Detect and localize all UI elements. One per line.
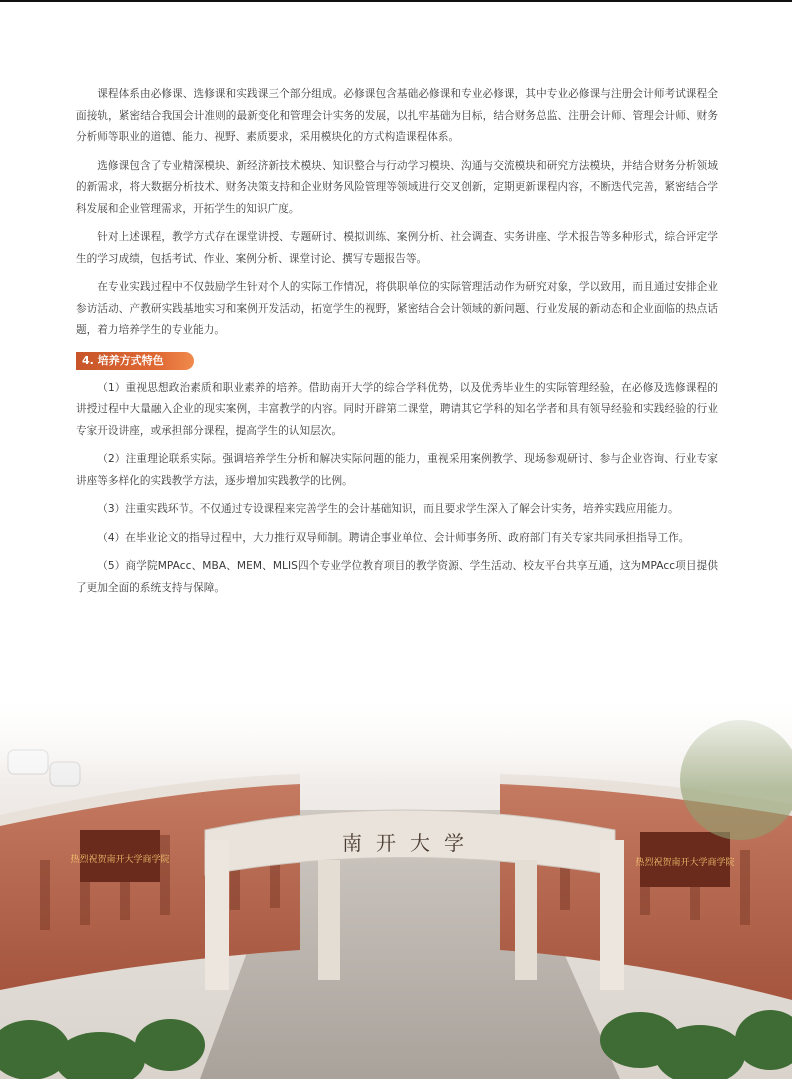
section-title-badge: 4. 培养方式特色 — [76, 352, 194, 370]
intro-paragraph-2: 选修课包含了专业精深模块、新经济新技术模块、知识整合与行动学习模块、沟通与交流模块和研究方法模块，并结合财务分析领域的新需求，将大数据分析技术、财务决策支持和企业财务风险管理等领域进行交叉创新，定期更新课程内容，不断迭代完善，紧密结合学科发展和企业管理需求，开拓学生的知识广度。 — [76, 159, 718, 215]
top-rule — [0, 0, 792, 2]
campus-gate-photo — [0, 690, 792, 1079]
feature-item-3: （3）注重实践环节。不仅通过专设课程来完善学生的会计基础知识，而且要求学生深入了解会计实务，培养实践应用能力。 — [97, 503, 679, 515]
campus-gate-illustration — [0, 690, 792, 1079]
intro-paragraph-1: 课程体系由必修课、选修课和实践课三个部分组成。必修课包含基础必修课和专业必修课，其中专业必修课与注册会计师考试课程全面接轨，紧密结合我国会计准则的最新变化和管理会计实务的发展，以扎牢基础为目标，结合财务总监、注册会计师、管理会计师、财务分析师等职业的道德、能力、视野、素质要求，采用模块化的方式构造课程体系。 — [76, 88, 718, 143]
feature-list — [76, 378, 718, 600]
intro-paragraph-3: 针对上述课程，教学方式存在课堂讲授、专题研讨、模拟训练、案例分析、社会调查、实务讲座、学术报告等多种形式，综合评定学生的学习成绩，包括考试、作业、案例分析、课堂讨论、撰写专题报告等。 — [76, 231, 718, 265]
feature-item-1: （1）重视思想政治素质和职业素养的培养。借助南开大学的综合学科优势，以及优秀毕业生的实际管理经验，在必修及选修课程的讲授过程中大量融入企业的现实案例，丰富教学的内容。同时开辟第二课堂，聘请其它学科的知名学者和具有领导经验和实践经验的行业专家开设讲座，或承担部分课程，提高学生的认知层次。 — [76, 381, 718, 437]
feature-item-2: （2）注重理论联系实际。强调培养学生分析和解决实际问题的能力，重视采用案例教学、现场参观研讨、参与企业咨询、行业专家讲座等多样化的实践教学方法，逐步增加实践教学的比例。 — [76, 453, 718, 487]
article-body — [76, 84, 718, 606]
intro-paragraph-4: 在专业实践过程中不仅鼓励学生针对个人的实际工作情况，将供职单位的实际管理活动作为研究对象，学以致用，而且通过安排企业参访活动、产教研实践基地实习和案例开发活动，拓宽学生的视野，紧密结合会计领域的新问题、行业发展的新动态和企业面临的热点话题，着力培养学生的专业能力。 — [76, 281, 718, 336]
feature-item-4: （4）在毕业论文的指导过程中，大力推行双导师制。聘请企事业单位、会计师事务所、政府部门有关专家共同承担指导工作。 — [97, 531, 690, 544]
feature-item-5: （5）商学院MPAcc、MBA、MEM、MLIS四个专业学位教育项目的教学资源、学生活动、校友平台共享互通，这为MPAcc项目提供了更加全面的系统支持与保障。 — [76, 560, 718, 594]
